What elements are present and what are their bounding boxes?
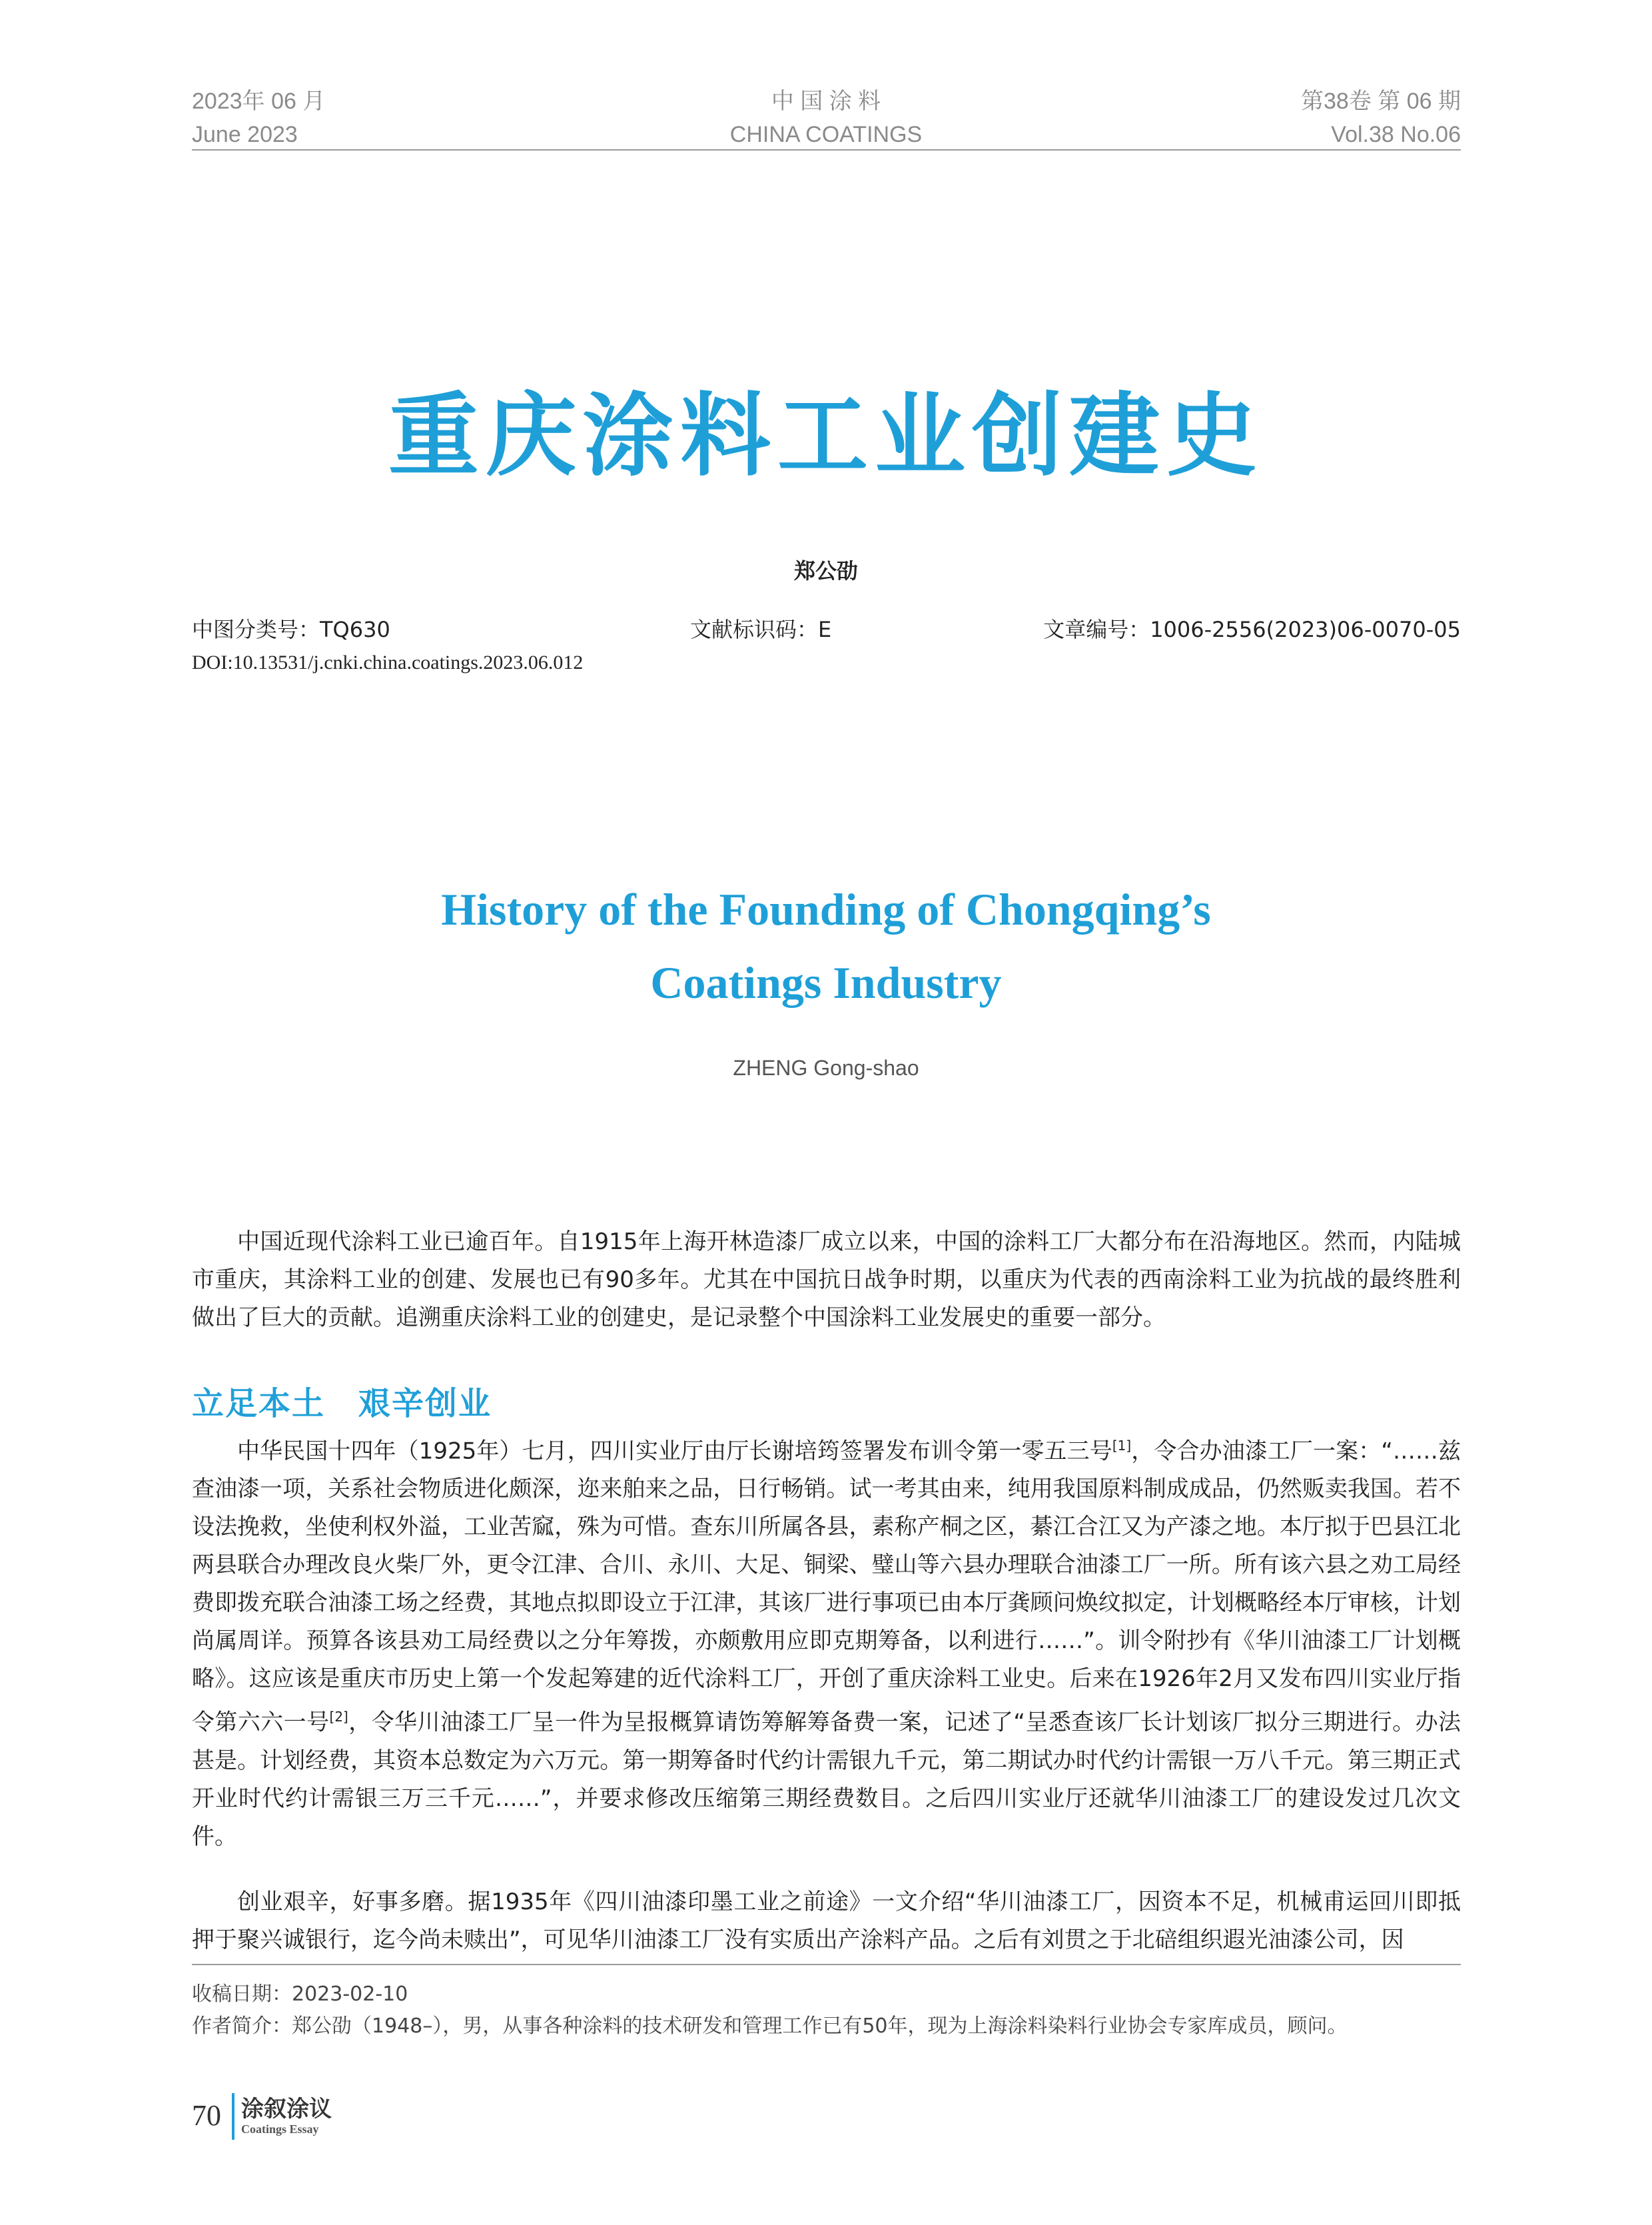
para1-part-c: ，令华川油漆工厂呈一件为呈报概算请饬筹解筹备费一案，记述了“呈悉查该厂长计划该厂拟分三期进行。办法甚是。计划经费，其资本总数定为六万元。第一期筹备时代约计需银九千元，第二期试办时代约计需银一万八千元。第三期正式开业时代约计需银三万三千元……”，并要求修改压缩第三期经费数目。之后四川实业厅还就华川油漆工厂的建设发过几次文件。 — [192, 1709, 1461, 1850]
header-journal-cn: 中 国 涂 料 — [771, 89, 881, 114]
header-volume-cn: 第38卷 第 06 期 — [1301, 89, 1461, 114]
header-journal-en: CHINA COATINGS — [729, 122, 923, 147]
article-number: 文章编号：1006-2556(2023)06-0070-05 — [1043, 617, 1461, 642]
header-date-cn: 2023年 06 月 — [192, 89, 326, 114]
para1-part-b: ，令合办油漆工厂一案：“……兹查油漆一项，关系社会物质进化颇深，迩来舶来之品，日行畅销。试一考其由来，纯用我国原料制成成品，仍然贩卖我国。若不设法挽救，坐使利权外溢，工业苦窳，殊为可惜。查东川所属各县，素称产桐之区，綦江合江又为产漆之地。本厅拟于巴县江北两县联合办理改良火柴厂外，更令江津、合川、永川、大足、铜梁、璧山等六县办理联合油漆工厂一所。所有该六县之劝工局经费即拨充联合油漆工场之经费，其地点拟即设立于江津，其该厂进行事项已由本厅龚顾问焕纹拟定，计划概略经本厅审核，计划尚属周详。预算各该县劝工局经费以之分年筹拨，亦颇敷用应即克期筹备，以利进行……”。训令附抄有《华川油漆工厂计划概略》。这应该是重庆市历史上第一个发起筹建的近代涂料工厂，开创了重庆涂料工业史。后来在1926年2月又发布四川实业厅指令第六六一号 — [192, 1438, 1461, 1736]
document-code: 文献标识码：E — [690, 617, 832, 642]
doi: DOI:10.13531/j.cnki.china.coatings.2023.06.012 — [192, 652, 584, 673]
column-name-en: Coatings Essay — [241, 2122, 319, 2136]
clc-number: 中图分类号：TQ630 — [192, 617, 390, 642]
section-heading: 立足本土 艰辛创业 — [192, 1385, 492, 1422]
header-date-en: June 2023 — [192, 122, 298, 147]
reference-1: [1] — [1112, 1438, 1132, 1454]
footnote-rule — [192, 1964, 1461, 1965]
column-name-cn: 涂叙涂议 — [241, 2096, 332, 2122]
received-date: 收稿日期：2023-02-10 — [192, 1983, 408, 2006]
body-paragraph-1 — [192, 1427, 1461, 1856]
column-divider — [232, 2093, 234, 2140]
body-paragraph-2: 创业艰辛，好事多磨。据1935年《四川油漆印墨工业之前途》一文介绍“华川油漆工厂，因资本不足，机械甫运回川即抵押于聚兴诚银行，迄今尚未赎出”，可见华川油漆工厂没有实质出产涂料产品。之后有刘贯之于北碚组织遐光油漆公司，因 — [192, 1889, 1461, 1953]
article-title-en — [0, 873, 1652, 1019]
article-title-cn: 重庆涂料工业创建史 — [388, 384, 1264, 489]
intro-paragraph: 中国近现代涂料工业已逾百年。自1915年上海开林造漆厂成立以来，中国的涂料工厂大都分布在沿海地区。然而，内陆城市重庆，其涂料工业的创建、发展也已有90多年。尤其在中国抗日战争时期，以重庆为代表的西南涂料工业为抗战的最终胜利做出了巨大的贡献。追溯重庆涂料工业的创建史，是记录整个中国涂料工业发展史的重要一部分。 — [192, 1228, 1461, 1331]
page-number: 70 — [192, 2099, 221, 2132]
article-title-en-line1: History of the Founding of Chongqing’s — [441, 884, 1211, 935]
para1-part-a: 中华民国十四年（1925年）七月，四川实业厅由厅长谢培筠签署发布训令第一零五三号 — [237, 1438, 1112, 1465]
article-title-en-line2: Coatings Industry — [650, 957, 1002, 1008]
author-name-en: ZHENG Gong-shao — [733, 1056, 919, 1080]
header-rule — [192, 149, 1461, 151]
reference-2: [2] — [329, 1709, 348, 1725]
author-name-cn: 郑公劭 — [793, 558, 858, 584]
header-volume-en: Vol.38 No.06 — [1331, 122, 1461, 147]
author-bio: 作者简介：郑公劭（1948–），男，从事各种涂料的技术研发和管理工作已有50年，现为上海涂料染料行业协会专家库成员，顾问。 — [192, 2014, 1348, 2038]
